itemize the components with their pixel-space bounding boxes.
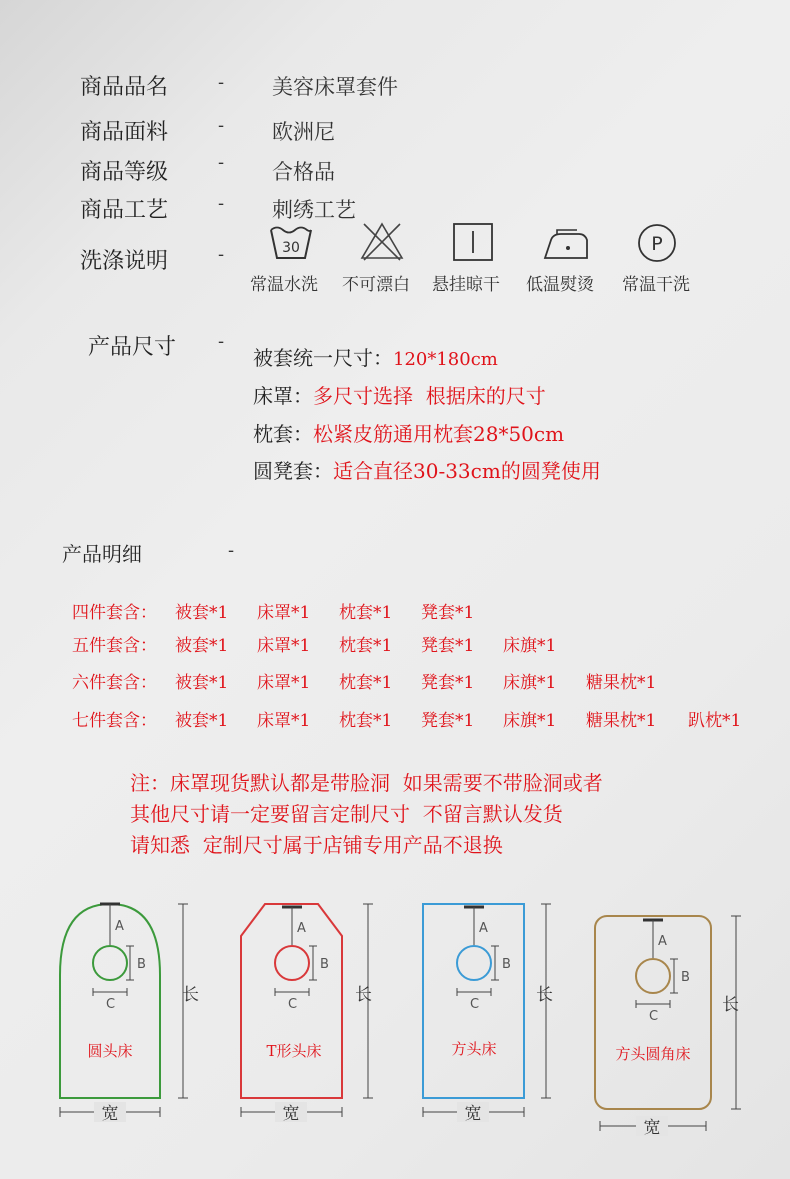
- size-prefix: 圆凳套：: [253, 459, 333, 483]
- size-value: 适合直径30-33cm的圆凳使用: [333, 459, 601, 483]
- spec-dash: -: [218, 72, 225, 93]
- length-label: 长: [182, 985, 199, 1005]
- dim-a-label: A: [658, 934, 667, 949]
- kit-item: 被套*1: [175, 711, 229, 731]
- spec-label-craft: 商品工艺: [80, 198, 169, 223]
- face-hole: [636, 959, 670, 993]
- kit-row-six: [0, 668, 790, 692]
- kit-item: 枕套*1: [339, 603, 393, 623]
- kit-item: 床罩*1: [257, 711, 311, 731]
- hang-dry-icon: [452, 222, 494, 262]
- size-value: 120*180cm: [393, 349, 498, 370]
- kit-item: 被套*1: [175, 603, 229, 623]
- care-label: 洗涤说明: [80, 249, 169, 274]
- face-hole: [457, 946, 491, 980]
- kit-item: 被套*1: [175, 636, 229, 656]
- width-label: 宽: [643, 1118, 661, 1138]
- size-line-pillow: [253, 418, 564, 447]
- spec-value-name: 美容床罩套件: [272, 75, 398, 99]
- kit-row-five: [0, 631, 790, 655]
- kit-item: 凳套*1: [421, 711, 475, 731]
- detail-dash: -: [228, 540, 235, 561]
- size-prefix: 床罩：: [253, 384, 313, 408]
- size-dash: -: [218, 331, 225, 352]
- bed-cover-diagrams: [0, 890, 790, 1150]
- notice-line: 注：床罩现货默认都是带脸洞 如果需要不带脸洞或者: [130, 771, 603, 795]
- notice-line: 其他尺寸请一定要留言定制尺寸 不留言默认发货: [130, 802, 563, 826]
- care-caption-bleach: 不可漂白: [342, 275, 410, 295]
- spec-label-fabric: 商品面料: [80, 120, 169, 145]
- kit-item: 床旗*1: [503, 711, 557, 731]
- kit-item: 枕套*1: [339, 711, 393, 731]
- length-label: 长: [536, 985, 553, 1005]
- wash-temp-text: 30: [282, 240, 300, 256]
- spec-value-craft: 刺绣工艺: [272, 198, 356, 222]
- width-label: 宽: [282, 1104, 300, 1124]
- width-label: 宽: [101, 1104, 119, 1124]
- dim-b-label: B: [681, 970, 690, 985]
- dim-a-label: A: [297, 921, 306, 936]
- dry-clean-p-icon: [636, 223, 678, 263]
- size-value: 多尺寸选择 根据床的尺寸: [313, 384, 546, 408]
- dim-c-label: C: [470, 997, 480, 1012]
- kit-item: 床罩*1: [257, 636, 311, 656]
- spec-dash: -: [218, 152, 225, 173]
- diagram-name: T形头床: [266, 1042, 322, 1060]
- dim-b-label: B: [137, 957, 146, 972]
- diagram-name: 圆头床: [87, 1042, 133, 1060]
- kit-item: 被套*1: [175, 673, 229, 693]
- kit-row-four: [0, 598, 790, 622]
- size-value: 松紧皮筋通用枕套28*50cm: [313, 422, 565, 446]
- face-hole: [93, 946, 127, 980]
- kit-name: 六件套含：: [72, 673, 157, 693]
- care-caption-dryclean: 常温干洗: [622, 275, 690, 295]
- spec-label-name: 商品品名: [80, 75, 169, 100]
- kit-name: 五件套含：: [72, 636, 157, 656]
- diagram-name: 方头床: [451, 1040, 497, 1058]
- kit-item: 糖果枕*1: [586, 711, 657, 731]
- face-hole: [275, 946, 309, 980]
- length-label: 长: [355, 985, 372, 1005]
- kit-item: 床罩*1: [257, 603, 311, 623]
- kit-item: 凳套*1: [421, 636, 475, 656]
- kit-name: 四件套含：: [72, 603, 157, 623]
- dim-a-label: A: [115, 919, 124, 934]
- care-caption-dry: 悬挂晾干: [432, 275, 500, 295]
- width-label: 宽: [464, 1104, 482, 1124]
- spec-dash: -: [218, 115, 225, 136]
- kit-item: 床旗*1: [503, 636, 557, 656]
- dim-b-label: B: [502, 957, 511, 972]
- no-bleach-icon: [358, 220, 406, 264]
- size-label: 产品尺寸: [88, 335, 177, 360]
- care-caption-wash: 常温水洗: [250, 275, 318, 295]
- kit-name: 七件套含：: [72, 711, 157, 731]
- wash-30-icon: [268, 222, 314, 262]
- spec-value-grade: 合格品: [272, 160, 335, 184]
- kit-item: 凳套*1: [421, 673, 475, 693]
- kit-item: 枕套*1: [339, 673, 393, 693]
- diagram-name: 方头圆角床: [615, 1045, 691, 1063]
- low-iron-icon: [541, 226, 591, 262]
- kit-item: 趴枕*1: [688, 711, 742, 731]
- diagram-rounded-square-head: [595, 916, 741, 1138]
- dry-clean-letter: P: [651, 233, 663, 255]
- kit-row-seven: [0, 706, 790, 730]
- care-dash: -: [218, 244, 225, 265]
- spec-label-grade: 商品等级: [80, 160, 169, 185]
- kit-item: 枕套*1: [339, 636, 393, 656]
- dim-a-label: A: [479, 921, 488, 936]
- size-prefix: 枕套：: [253, 422, 313, 446]
- size-line-bedcover: [253, 380, 546, 409]
- dim-b-label: B: [320, 957, 329, 972]
- size-line-stool: [253, 455, 601, 484]
- dim-c-label: C: [649, 1009, 659, 1024]
- size-prefix: 被套统一尺寸：: [253, 346, 393, 370]
- size-line-duvet: [253, 342, 498, 371]
- care-caption-iron: 低温熨烫: [526, 275, 594, 295]
- kit-item: 床旗*1: [503, 673, 557, 693]
- detail-label: 产品明细: [62, 542, 142, 566]
- diagram-t-head: [241, 904, 373, 1124]
- kit-item: 糖果枕*1: [586, 673, 657, 693]
- spec-dash: -: [218, 193, 225, 214]
- length-label: 长: [722, 995, 739, 1015]
- kit-item: 床罩*1: [257, 673, 311, 693]
- spec-value-fabric: 欧洲尼: [272, 120, 335, 144]
- diagram-round-head: [60, 904, 199, 1124]
- diagram-square-head: [423, 904, 553, 1124]
- notice-line: 请知悉 定制尺寸属于店铺专用产品不退换: [130, 833, 503, 857]
- dim-c-label: C: [106, 997, 116, 1012]
- kit-item: 凳套*1: [421, 603, 475, 623]
- dim-c-label: C: [288, 997, 298, 1012]
